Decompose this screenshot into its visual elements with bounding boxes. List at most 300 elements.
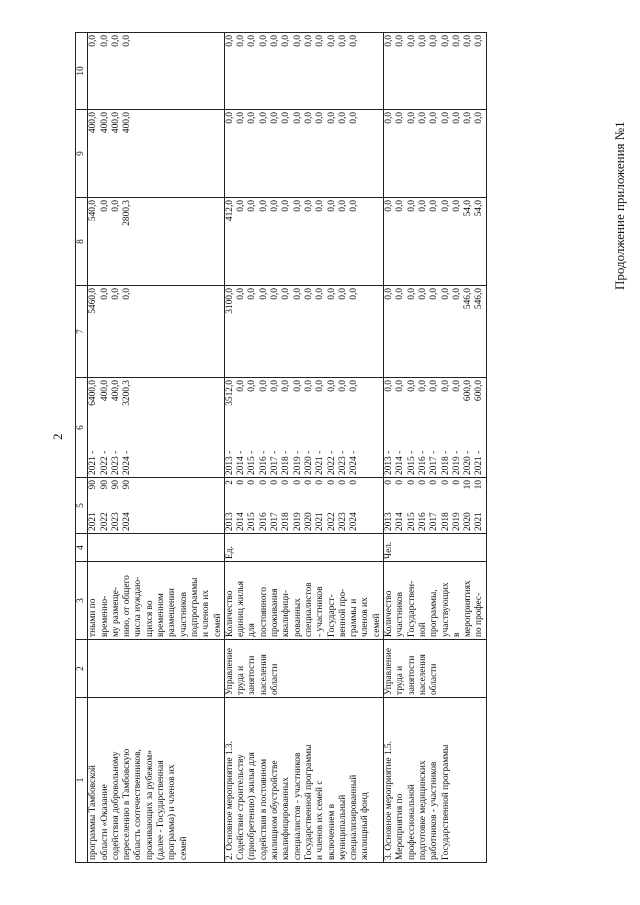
indicator-value-line: [452, 480, 463, 531]
other-sources-line: 0,0: [440, 35, 451, 47]
funding-amount: 600,0: [474, 380, 485, 402]
indicator-name-line: и членов их: [201, 589, 212, 637]
funding-amount: 0,0: [303, 380, 314, 392]
year: 2017: [270, 512, 281, 531]
indicator-value-line: [441, 480, 452, 531]
regional-budget-line: 0,0: [395, 200, 406, 212]
funding-year: 2018 -: [281, 450, 292, 475]
regional-budget-line: 0,0: [384, 200, 395, 212]
indicator-value-line: [349, 480, 360, 531]
funding-total: [384, 378, 487, 478]
indicator-name-line: временном: [156, 593, 167, 637]
count: 0: [258, 480, 269, 485]
year: 2020: [303, 512, 314, 531]
event-name-line: работников - участников: [429, 761, 440, 860]
federal-budget-line: 0,0: [110, 288, 121, 300]
local-budget-line: 400,0: [88, 112, 99, 134]
other-sources-line: 0,0: [88, 35, 99, 47]
federal-budget-line: 0,0: [292, 288, 303, 300]
funding-line: [441, 380, 452, 475]
funding-year: 2015 -: [406, 450, 417, 475]
local-budget-line: 0,0: [406, 112, 417, 124]
funding-year: 2016 -: [417, 450, 428, 475]
indicator-value-line: [315, 480, 326, 531]
count: 90: [99, 480, 110, 490]
funding-year: 2024 -: [349, 450, 360, 475]
regional-budget-line: 0,0: [337, 200, 348, 212]
other-sources-line: 0,0: [270, 35, 281, 47]
other-sources-line: 0,0: [349, 35, 360, 47]
event-name-line: Содействие строительству: [236, 754, 247, 860]
funding-line: [122, 380, 133, 475]
count: 10: [474, 480, 485, 490]
year: 2013: [384, 512, 395, 531]
funding-amount: 0,0: [417, 380, 428, 392]
indicator-name: [224, 562, 383, 640]
count: 0: [451, 480, 462, 485]
indicator-value-line: [395, 480, 406, 531]
funding-amount: 0,0: [270, 380, 281, 392]
responsible-executor-line: населения: [417, 654, 428, 695]
other-sources-line: 0,0: [337, 35, 348, 47]
event-name-line: подготовке медицинских: [417, 760, 428, 860]
indicator-name-line: семей: [371, 613, 382, 637]
event-name: [384, 698, 487, 863]
local-budget: [88, 110, 225, 198]
local-budget-line: 0,0: [292, 112, 303, 124]
local-budget-line: 0,0: [337, 112, 348, 124]
regional-budget-line: 54,0: [474, 200, 485, 217]
federal-budget-line: 5460,0: [88, 288, 99, 314]
regional-budget: [88, 198, 225, 286]
page-number: 2: [50, 433, 65, 440]
year: 2024: [349, 512, 360, 531]
indicator-value-line: [407, 480, 418, 531]
indicator-value-line: [474, 480, 485, 531]
header-col-5: 5: [76, 478, 88, 534]
funding-amount: 0,0: [337, 380, 348, 392]
federal-budget-line: 546,0: [474, 288, 485, 310]
responsible-executor-line: области: [429, 663, 440, 695]
federal-budget-line: 0,0: [236, 288, 247, 300]
indicator-value-line: [88, 480, 99, 531]
funding-year: 2019 -: [451, 450, 462, 475]
event-name-line: (далее - Государственная: [156, 760, 167, 860]
local-budget-line: 0,0: [326, 112, 337, 124]
indicator-name-line: проживания: [270, 588, 281, 637]
count: 0: [395, 480, 406, 485]
regional-budget-line: 0,0: [326, 200, 337, 212]
indicator-value-line: [122, 480, 133, 531]
federal-budget-line: 0,0: [384, 288, 395, 300]
indicator-name-line: Государствен-: [406, 580, 417, 637]
regional-budget-line: 0,0: [349, 200, 360, 212]
year: 2013: [224, 512, 235, 531]
local-budget-line: 0,0: [270, 112, 281, 124]
funding-year: 2018 -: [440, 450, 451, 475]
event-name-line: квалифицированных: [281, 777, 292, 860]
funding-year: 2020 -: [303, 450, 314, 475]
year: 2021: [88, 512, 99, 531]
other-sources-line: 0,0: [247, 35, 258, 47]
indicator-value-line: [418, 480, 429, 531]
event-name-line: проживающих за рубежом»: [144, 750, 155, 860]
header-col-3: 3: [76, 562, 88, 640]
event-name-line: переселению в Тамбовскую: [122, 748, 133, 860]
indicator-name-line: венной про-: [337, 588, 348, 637]
other-sources-line: 0,0: [236, 35, 247, 47]
local-budget-line: 0,0: [451, 112, 462, 124]
year: 2015: [406, 512, 417, 531]
year: 2017: [429, 512, 440, 531]
table-row: [88, 33, 225, 863]
federal-budget: [88, 286, 225, 378]
indicator-name-line: размещении: [167, 588, 178, 637]
federal-budget-line: 0,0: [122, 288, 133, 300]
event-name: [224, 698, 383, 863]
count: 0: [281, 480, 292, 485]
event-name-line: профессиональной: [406, 784, 417, 860]
indicator-name-line: граммы и: [349, 598, 360, 637]
federal-budget-line: 0,0: [395, 288, 406, 300]
indicator-name-line: единиц жилья: [236, 581, 247, 637]
local-budget-line: 0,0: [417, 112, 428, 124]
funding-amount: 400,0: [99, 380, 110, 402]
responsible-executor-line: Управление: [224, 647, 235, 695]
funding-year: 2013 -: [384, 450, 395, 475]
funding-year: 2020 -: [463, 450, 474, 475]
other-sources-line: 0,0: [451, 35, 462, 47]
indicator-value-line: [236, 480, 247, 531]
responsible-executor: [88, 640, 225, 698]
event-name: [88, 698, 225, 863]
funding-total: [224, 378, 383, 478]
local-budget-line: 0,0: [258, 112, 269, 124]
event-name-line: Мероприятия по: [395, 793, 406, 860]
other-sources-line: 0,0: [463, 35, 474, 47]
funding-amount: 0,0: [451, 380, 462, 392]
indicator-name-line: участников: [178, 591, 189, 637]
year: 2020: [463, 512, 474, 531]
regional-budget-line: 0,0: [247, 200, 258, 212]
regional-budget-line: 0,0: [110, 200, 121, 212]
funding-amount: 0,0: [349, 380, 360, 392]
other-sources-line: 0,0: [384, 35, 395, 47]
federal-budget-line: 0,0: [337, 288, 348, 300]
responsible-executor-line: населения: [258, 654, 269, 695]
funding-amount: 0,0: [247, 380, 258, 392]
indicator-name-line: Количество: [224, 590, 235, 637]
responsible-executor: [384, 640, 487, 698]
funding-amount: 0,0: [429, 380, 440, 392]
indicator-name: [88, 562, 225, 640]
count: 0: [429, 480, 440, 485]
funding-line: [247, 380, 258, 475]
responsible-executor: [224, 640, 383, 698]
header-col-4: 4: [76, 534, 88, 562]
indicator-name-line: нию, от общего: [122, 575, 133, 637]
event-name-line: специалистов - участников: [292, 752, 303, 860]
year: 2019: [292, 512, 303, 531]
funding-line: [418, 380, 429, 475]
funding-line: [463, 380, 474, 475]
header-row: [76, 33, 88, 863]
year: 2014: [395, 512, 406, 531]
indicator-value-line: [259, 480, 270, 531]
federal-budget-line: 0,0: [429, 288, 440, 300]
funding-line: [100, 380, 111, 475]
indicator-value-line: [270, 480, 281, 531]
funding-year: 2013 -: [224, 450, 235, 475]
federal-budget-line: 0,0: [281, 288, 292, 300]
other-sources-line: 0,0: [224, 35, 235, 47]
header-col-10: 10: [76, 33, 88, 110]
indicator-value-line: [327, 480, 338, 531]
indicator-value-line: [463, 480, 474, 531]
funding-year: 2022 -: [326, 450, 337, 475]
count: 0: [315, 480, 326, 485]
funding-amount: 400,0: [110, 380, 121, 402]
event-name-line: Государственной программы: [303, 744, 314, 860]
funding-amount: 0,0: [292, 380, 303, 392]
year: 2016: [258, 512, 269, 531]
other-sources-line: 0,0: [417, 35, 428, 47]
other-sources-line: 0,0: [406, 35, 417, 47]
count: 0: [292, 480, 303, 485]
responsible-executor-line: занятости: [406, 655, 417, 695]
funding-year: 2022 -: [99, 450, 110, 475]
regional-budget-line: 0,0: [440, 200, 451, 212]
federal-budget-line: 0,0: [270, 288, 281, 300]
indicator-name-line: постоянного: [258, 587, 269, 637]
count: 0: [236, 480, 247, 485]
funding-year: 2016 -: [258, 450, 269, 475]
federal-budget-line: 0,0: [326, 288, 337, 300]
count: 90: [88, 480, 99, 490]
funding-amount: 3200,3: [122, 380, 133, 406]
federal-budget-line: 0,0: [99, 288, 110, 300]
year: 2023: [110, 512, 121, 531]
funding-year: 2017 -: [429, 450, 440, 475]
regional-budget-line: 2800,3: [122, 200, 133, 226]
indicator-name: [384, 562, 487, 640]
table-row: [384, 33, 487, 863]
funding-amount: 0,0: [236, 380, 247, 392]
indicator-values: [384, 478, 487, 534]
event-name-line: муниципальный: [337, 794, 348, 860]
regional-budget-line: 0,0: [236, 200, 247, 212]
indicator-value-line: [293, 480, 304, 531]
indicator-name-line: программы,: [429, 589, 440, 637]
regional-budget-line: 540,0: [88, 200, 99, 222]
funding-line: [270, 380, 281, 475]
indicator-value-line: [100, 480, 111, 531]
other-sources-line: 0,0: [303, 35, 314, 47]
indicator-name-line: щихся во: [144, 600, 155, 637]
funding-amount: 0,0: [440, 380, 451, 392]
federal-budget: [384, 286, 487, 378]
local-budget-line: 0,0: [247, 112, 258, 124]
federal-budget-line: 0,0: [303, 288, 314, 300]
count: 10: [463, 480, 474, 490]
local-budget: [224, 110, 383, 198]
federal-budget-line: 0,0: [258, 288, 269, 300]
indicator-value-line: [304, 480, 315, 531]
indicator-value-line: [111, 480, 122, 531]
regional-budget: [224, 198, 383, 286]
event-name-line: включением в: [326, 803, 337, 860]
indicator-value-line: [225, 480, 236, 531]
event-name-line: содействия добровольному: [110, 751, 121, 860]
indicator-name-line: - участников: [315, 586, 326, 637]
event-name-line: программы Тамбовской: [88, 765, 99, 860]
funding-line: [281, 380, 292, 475]
local-budget-line: 0,0: [395, 112, 406, 124]
local-budget-line: 0,0: [303, 112, 314, 124]
count: 0: [270, 480, 281, 485]
responsible-executor-line: Управление: [384, 647, 395, 695]
funding-line: [315, 380, 326, 475]
federal-budget-line: 0,0: [440, 288, 451, 300]
other-sources: [88, 33, 225, 110]
federal-budget-line: 3100,0: [224, 288, 235, 314]
regional-budget-line: 0,0: [292, 200, 303, 212]
year: 2018: [440, 512, 451, 531]
funding-amount: 600,0: [463, 380, 474, 402]
funding-year: 2024 -: [122, 450, 133, 475]
funding-amount: 0,0: [326, 380, 337, 392]
other-sources-line: 0,0: [292, 35, 303, 47]
local-budget-line: 0,0: [440, 112, 451, 124]
indicator-value-line: [429, 480, 440, 531]
count: 0: [406, 480, 417, 485]
federal-budget-line: 546,0: [463, 288, 474, 310]
indicator-name-line: му размеще-: [110, 587, 121, 637]
count: 90: [122, 480, 133, 490]
federal-budget-line: 0,0: [417, 288, 428, 300]
local-budget: [384, 110, 487, 198]
funding-line: [293, 380, 304, 475]
local-budget-line: 0,0: [349, 112, 360, 124]
unit: Ед.: [224, 534, 383, 562]
funding-amount: 0,0: [395, 380, 406, 392]
funding-amount: 6400,0: [88, 380, 99, 406]
event-name-line: программа) и членов их: [167, 764, 178, 860]
year: 2021: [474, 512, 485, 531]
regional-budget-line: 0,0: [315, 200, 326, 212]
regional-budget-line: 0,0: [270, 200, 281, 212]
local-budget-line: 400,0: [99, 112, 110, 134]
indicator-value-line: [281, 480, 292, 531]
funding-amount: 0,0: [281, 380, 292, 392]
funding-line: [88, 380, 99, 475]
funding-total: [88, 378, 225, 478]
funding-line: [259, 380, 270, 475]
indicator-name-line: Государст-: [326, 594, 337, 637]
indicator-name-line: квалифици-: [281, 589, 292, 637]
funding-line: [111, 380, 122, 475]
year: 2023: [337, 512, 348, 531]
event-name-line: области «Оказание: [99, 784, 110, 860]
local-budget-line: 0,0: [384, 112, 395, 124]
year: 2021: [315, 512, 326, 531]
funding-line: [407, 380, 418, 475]
event-name-line: и членов их семей с: [315, 780, 326, 860]
funding-year: 2019 -: [292, 450, 303, 475]
funding-year: 2015 -: [247, 450, 258, 475]
indicator-name-line: по профес-: [474, 592, 485, 637]
year: 2024: [122, 512, 133, 531]
local-budget-line: 0,0: [236, 112, 247, 124]
event-name-line: (приобретению) жилья для: [247, 752, 258, 860]
count: 0: [440, 480, 451, 485]
funding-line: [236, 380, 247, 475]
header-col-9: 9: [76, 110, 88, 198]
unit: [88, 534, 225, 562]
local-budget-line: 400,0: [122, 112, 133, 134]
responsible-executor-line: занятости: [247, 655, 258, 695]
indicator-values: [88, 478, 225, 534]
other-sources: [384, 33, 487, 110]
indicator-name-line: для: [247, 623, 258, 637]
local-budget-line: 0,0: [463, 112, 474, 124]
funding-year: 2017 -: [270, 450, 281, 475]
funding-year: 2021 -: [474, 450, 485, 475]
header-col-2: 2: [76, 640, 88, 698]
rotated-table-wrapper: [75, 33, 593, 863]
event-name-line: содействия в постоянном: [258, 758, 269, 860]
regional-budget-line: 0,0: [303, 200, 314, 212]
regional-budget-line: 0,0: [99, 200, 110, 212]
regional-budget-line: 412,0: [224, 200, 235, 222]
event-name-line: жилищный фонд: [360, 792, 371, 860]
year: 2019: [451, 512, 462, 531]
funding-line: [327, 380, 338, 475]
other-sources: [224, 33, 383, 110]
other-sources-line: 0,0: [110, 35, 121, 47]
other-sources-line: 0,0: [99, 35, 110, 47]
other-sources-line: 0,0: [474, 35, 485, 47]
table-body: [88, 33, 486, 863]
year: 2018: [281, 512, 292, 531]
count: 90: [110, 480, 121, 490]
funding-year: 2021 -: [88, 450, 99, 475]
event-name-line: Государственной программы: [440, 744, 451, 860]
federal-budget-line: 0,0: [247, 288, 258, 300]
count: 0: [303, 480, 314, 485]
count: 0: [326, 480, 337, 485]
local-budget-line: 0,0: [474, 112, 485, 124]
federal-budget-line: 0,0: [315, 288, 326, 300]
other-sources-line: 0,0: [258, 35, 269, 47]
indicator-value-line: [338, 480, 349, 531]
funding-line: [395, 380, 406, 475]
indicator-name-line: Количество: [384, 590, 395, 637]
responsible-executor-line: области: [270, 663, 281, 695]
regional-budget-line: 0,0: [451, 200, 462, 212]
federal-budget-line: 0,0: [406, 288, 417, 300]
indicator-value-line: [384, 480, 395, 531]
funding-line: [452, 380, 463, 475]
indicator-value-line: [247, 480, 258, 531]
table-row: [224, 33, 383, 863]
funding-amount: 0,0: [384, 380, 395, 392]
local-budget-line: 0,0: [281, 112, 292, 124]
header-col-7: 7: [76, 286, 88, 378]
other-sources-line: 0,0: [326, 35, 337, 47]
appendix-caption: Продолжение приложения №1: [612, 121, 627, 290]
funding-amount: 0,0: [406, 380, 417, 392]
